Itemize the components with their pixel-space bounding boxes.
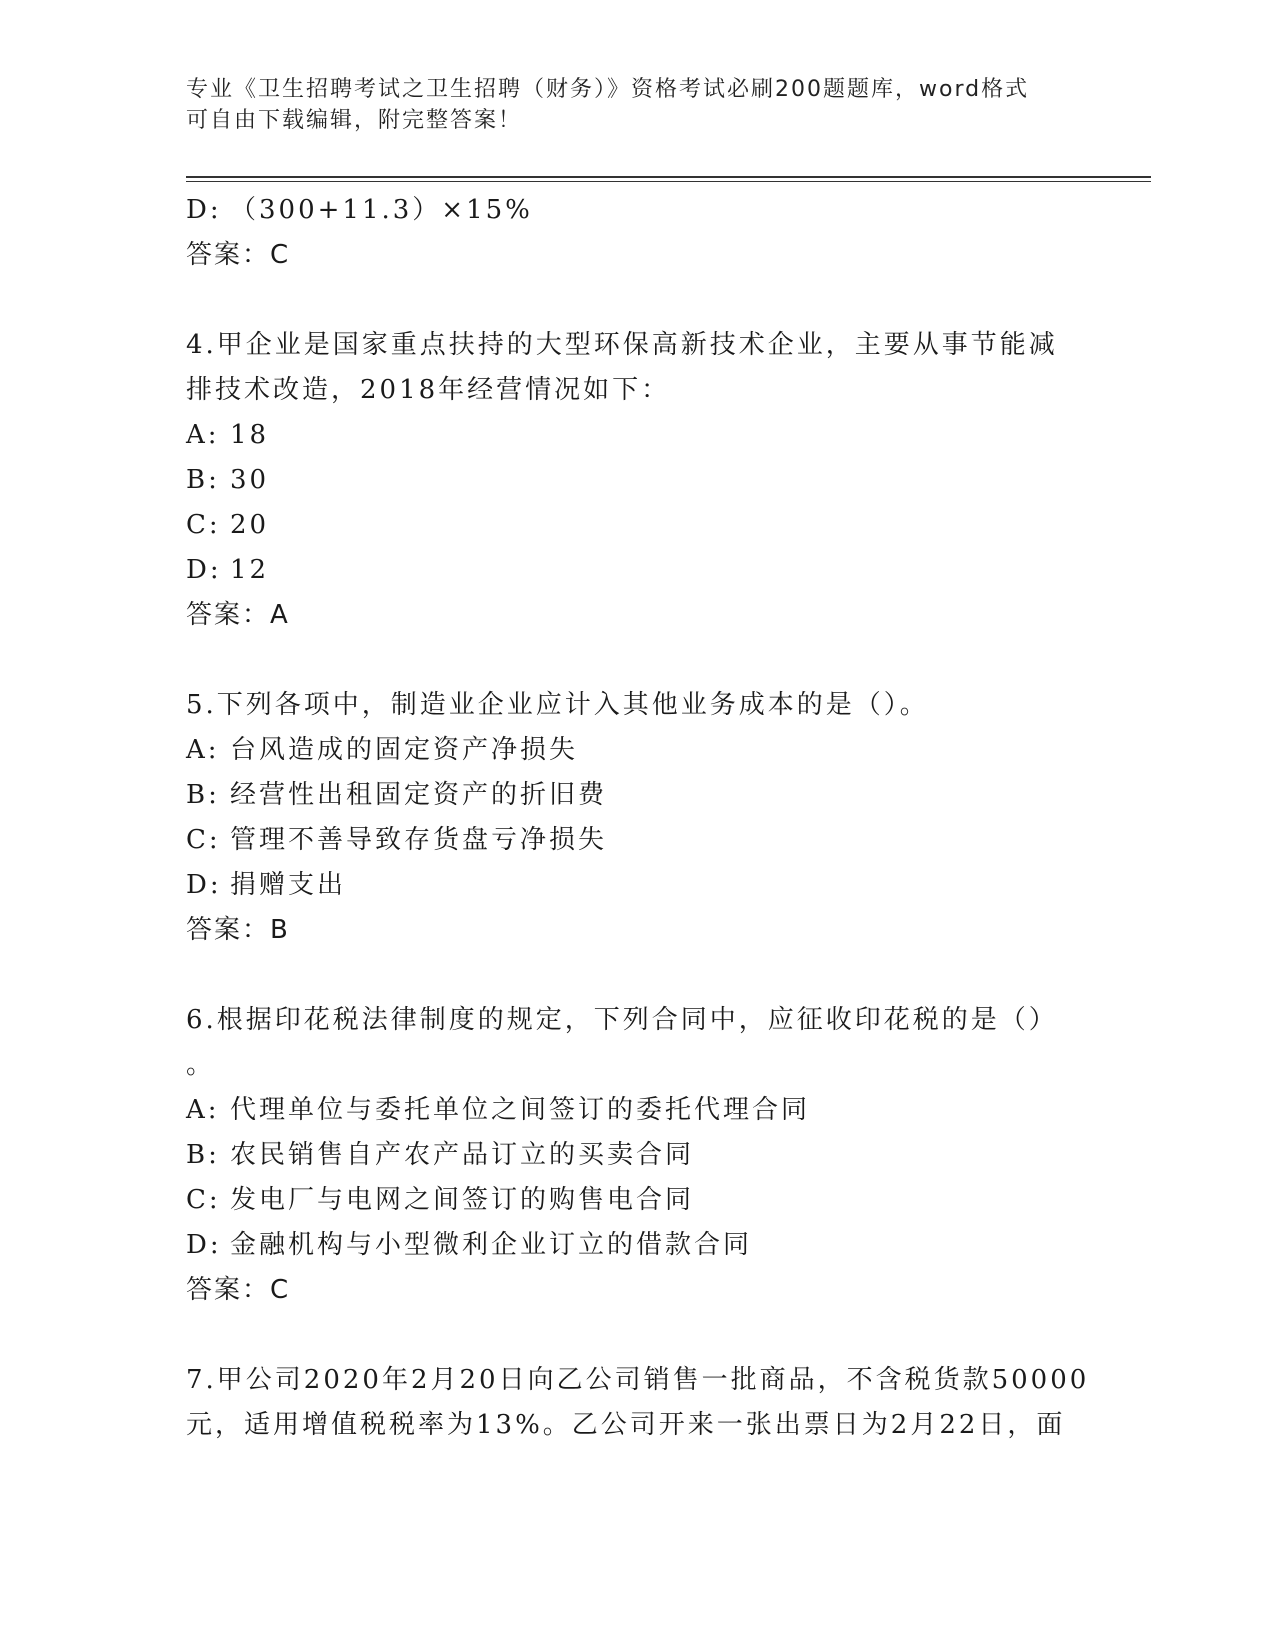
q7-stem-line-2: 元，适用增值税税率为13%。乙公司开来一张出票日为2月22日，面 — [186, 1410, 1066, 1440]
option-text: 台风造成的固定资产净损失 — [230, 735, 579, 765]
option-text: 金融机构与小型微利企业订立的借款合同 — [230, 1230, 753, 1260]
q5-answer: 答案：B — [186, 915, 290, 945]
option-text: 发电厂与电网之间签订的购售电合同 — [230, 1185, 695, 1215]
q4-option-b — [186, 458, 1086, 503]
option-label: D: — [186, 195, 222, 225]
option-label: C: — [186, 1185, 221, 1215]
spacer — [186, 953, 1086, 998]
q4-stem-line-1: 4.甲企业是国家重点扶持的大型环保高新技术企业，主要从事节能减 — [186, 330, 1058, 360]
q6-option-a — [186, 1088, 1086, 1133]
q5-option-c — [186, 818, 1086, 863]
option-text: 经营性出租固定资产的折旧费 — [230, 780, 608, 810]
option-label: C: — [186, 510, 221, 540]
option-label: B: — [186, 465, 220, 495]
question-list — [186, 188, 1090, 1448]
q5-stem-line-1: 5.下列各项中，制造业企业应计入其他业务成本的是（）。 — [186, 690, 929, 720]
q6-answer: 答案：C — [186, 1275, 291, 1305]
option-text: 捐赠支出 — [230, 870, 347, 900]
q4-option-c — [186, 503, 1086, 548]
q5-option-a — [186, 728, 1086, 773]
option-text: （300+11.3）×15% — [230, 195, 533, 225]
option-label: A: — [186, 1095, 220, 1125]
option-label: D: — [186, 555, 222, 585]
q6-stem-line-2: 。 — [186, 1050, 216, 1080]
option-label: A: — [186, 420, 220, 450]
header-title-line-1: 专业《卫生招聘考试之卫生招聘（财务）》资格考试必刷200题题库，word格式 — [186, 77, 1030, 102]
option-text: 30 — [230, 465, 270, 495]
header-divider — [186, 176, 1151, 182]
spacer — [186, 638, 1086, 683]
option-label: D: — [186, 870, 222, 900]
q5-option-d — [186, 863, 1086, 908]
option-label: B: — [186, 1140, 220, 1170]
option-text: 18 — [230, 420, 270, 450]
q5-option-b — [186, 773, 1086, 818]
spacer — [186, 1313, 1086, 1358]
q6-option-b — [186, 1133, 1086, 1178]
option-text: 代理单位与委托单位之间签订的委托代理合同 — [230, 1095, 811, 1125]
q4-stem-line-2: 排技术改造，2018年经营情况如下： — [186, 375, 671, 405]
option-label: D: — [186, 1230, 222, 1260]
q6-option-d — [186, 1223, 1086, 1268]
option-text: 20 — [230, 510, 270, 540]
spacer — [186, 278, 1086, 323]
q6-option-c — [186, 1178, 1086, 1223]
q4-option-d — [186, 548, 1086, 593]
q6-stem-line-1: 6.根据印花税法律制度的规定，下列合同中，应征收印花税的是（） — [186, 1005, 1058, 1035]
option-text: 农民销售自产农产品订立的买卖合同 — [230, 1140, 695, 1170]
option-text: 管理不善导致存货盘亏净损失 — [230, 825, 608, 855]
q7-stem-line-1: 7.甲公司2020年2月20日向乙公司销售一批商品，不含税货款50000 — [186, 1365, 1090, 1395]
option-text: 12 — [230, 555, 270, 585]
q4-option-a — [186, 413, 1086, 458]
q3-option-d — [186, 188, 1086, 233]
q3-answer: 答案：C — [186, 240, 291, 270]
option-label: C: — [186, 825, 221, 855]
header-title-line-2: 可自由下载编辑，附完整答案！ — [186, 108, 523, 133]
q4-answer: 答案：A — [186, 600, 290, 630]
option-label: B: — [186, 780, 220, 810]
page-header — [186, 74, 1086, 136]
option-label: A: — [186, 735, 220, 765]
